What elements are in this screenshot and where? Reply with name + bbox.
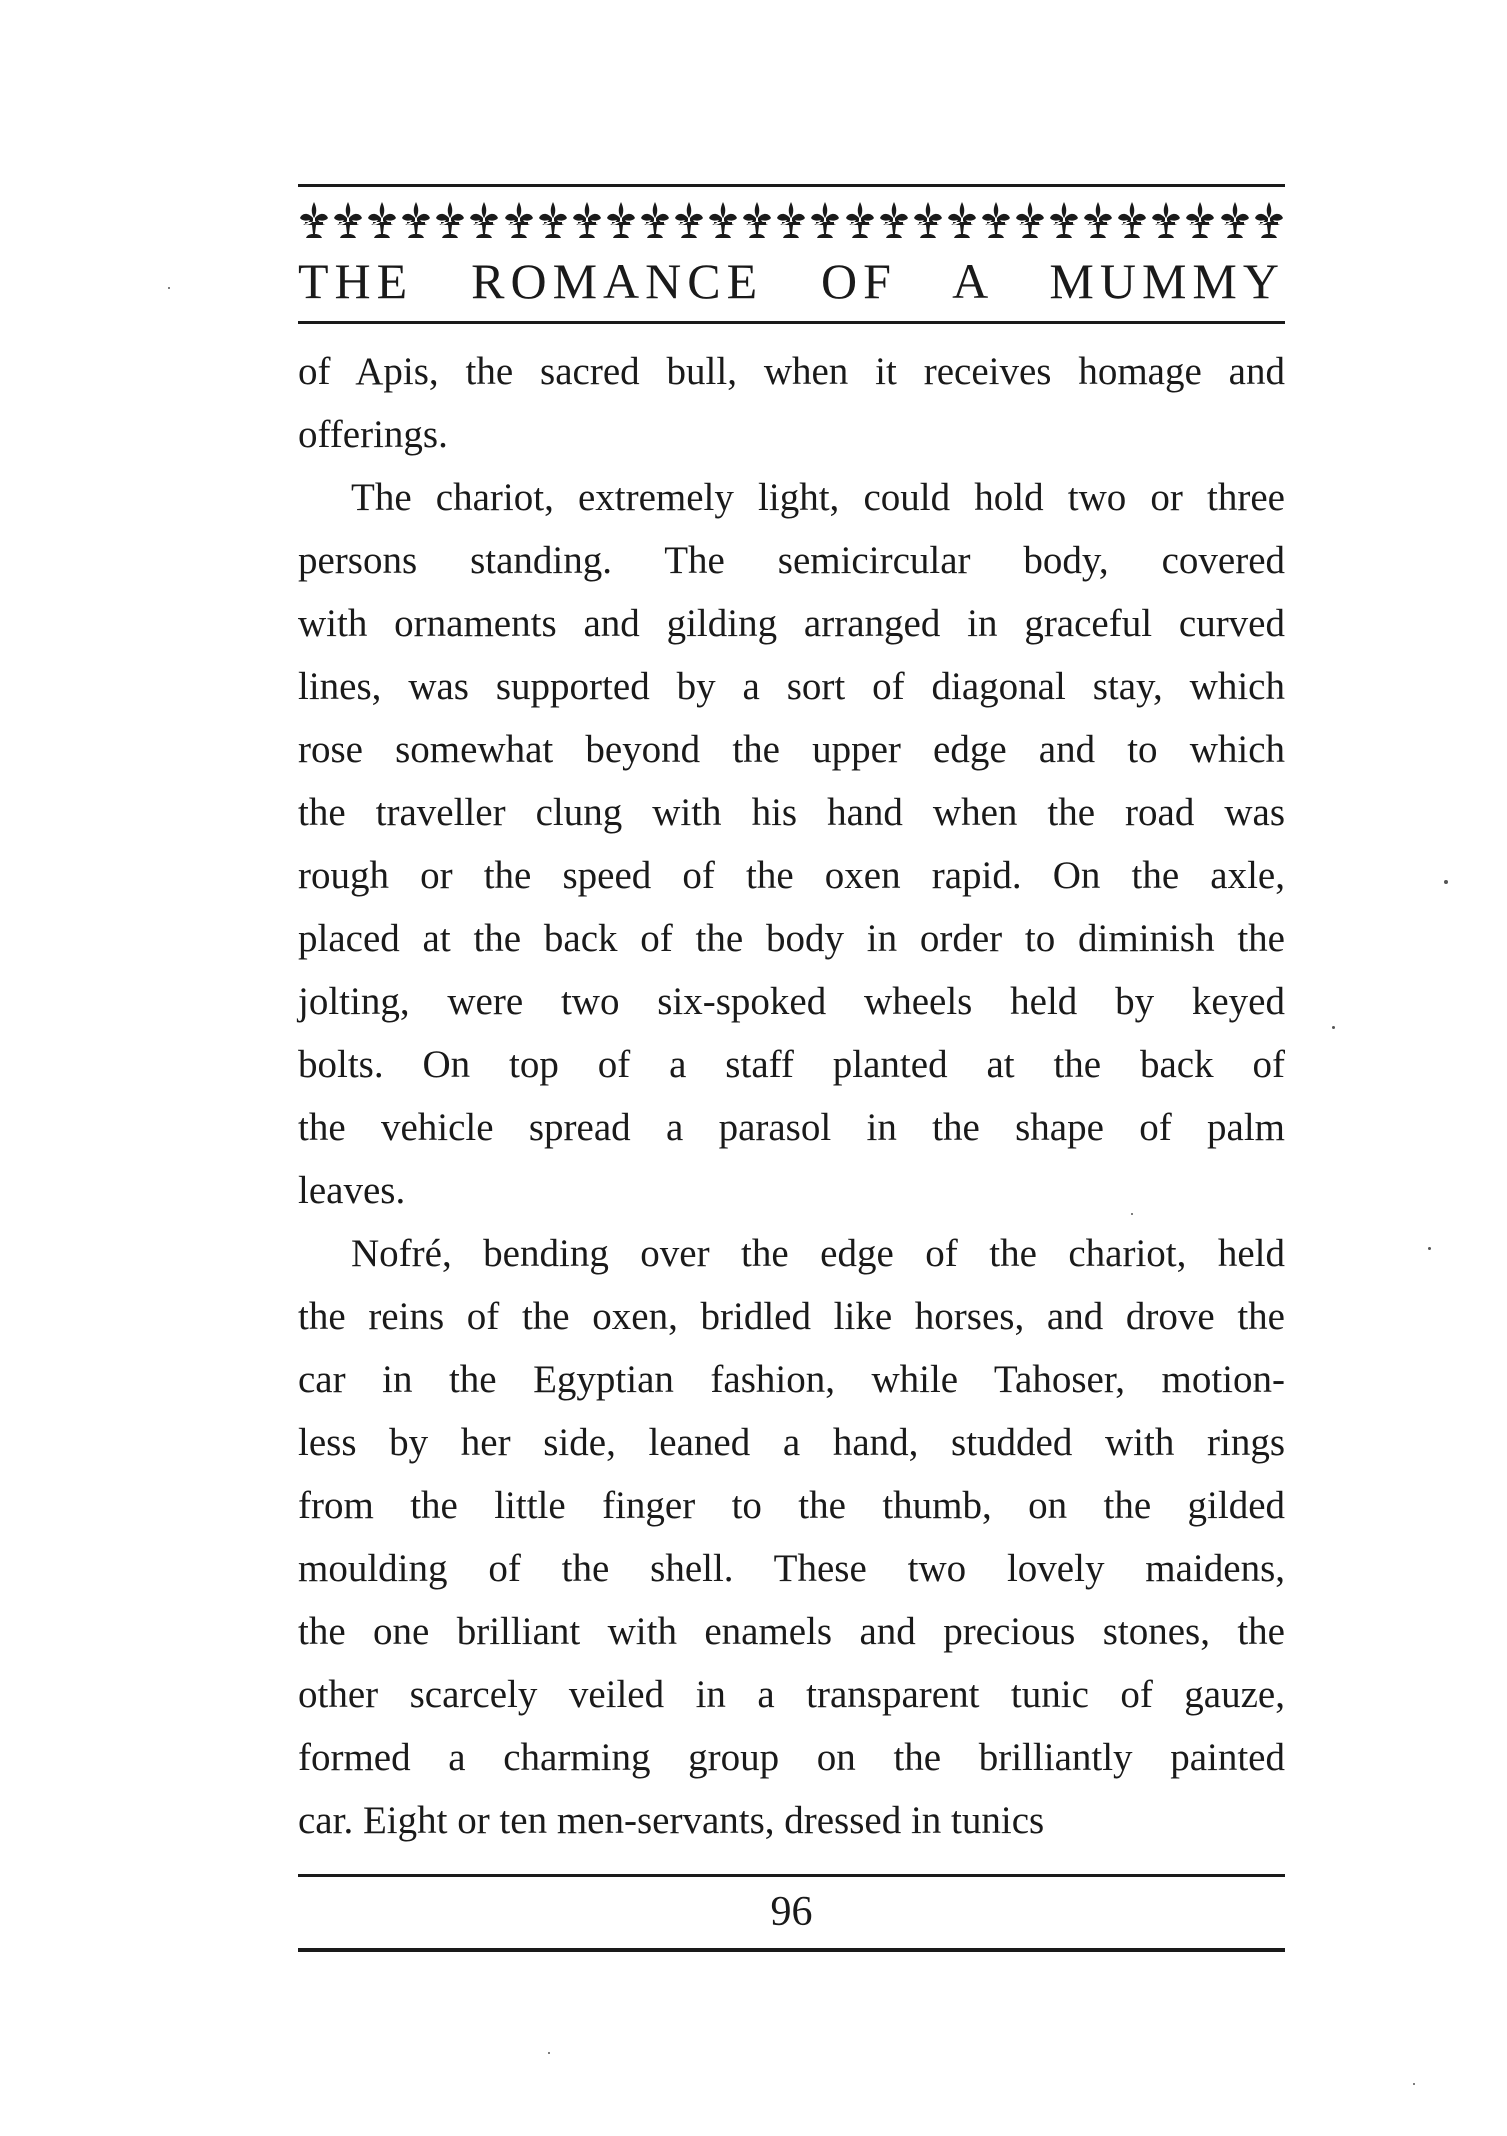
scan-speck bbox=[1444, 880, 1448, 884]
fleuron-ornament-band bbox=[298, 196, 1285, 244]
text-line: less by her side, leaned a hand, studded with rings bbox=[298, 1421, 1285, 1464]
page-number: 96 bbox=[770, 1889, 813, 1935]
fleur-de-lis-icon bbox=[468, 200, 500, 240]
text-line: rough or the speed of the oxen rapid. On the axle, bbox=[298, 854, 1285, 897]
body-text bbox=[298, 340, 1285, 1852]
scan-speck bbox=[1332, 1026, 1335, 1029]
fleur-de-lis-icon bbox=[912, 200, 944, 240]
text-line: The chariot, extremely light, could hold two or three bbox=[351, 476, 1285, 519]
scan-speck bbox=[1428, 1247, 1431, 1250]
text-line: bolts. On top of a staff planted at the back of bbox=[298, 1043, 1285, 1086]
footer-top-rule bbox=[298, 1874, 1285, 1877]
text-line: lines, was supported by a sort of diagonal stay, which bbox=[298, 665, 1285, 708]
fleur-de-lis-icon bbox=[605, 200, 637, 240]
fleur-de-lis-icon bbox=[741, 200, 773, 240]
scan-speck bbox=[168, 287, 170, 289]
fleur-de-lis-icon bbox=[366, 200, 398, 240]
text-line: Nofré, bending over the edge of the chariot, held bbox=[351, 1232, 1285, 1275]
text-line: persons standing. The semicircular body, covered bbox=[298, 539, 1285, 582]
footer-bottom-rule bbox=[298, 1948, 1285, 1952]
text-line: moulding of the shell. These two lovely maidens, bbox=[298, 1547, 1285, 1590]
fleur-de-lis-icon bbox=[332, 200, 364, 240]
title-underline-rule bbox=[298, 321, 1285, 324]
fleur-de-lis-icon bbox=[980, 200, 1012, 240]
fleur-de-lis-icon bbox=[946, 200, 978, 240]
fleur-de-lis-icon bbox=[1184, 200, 1216, 240]
fleur-de-lis-icon bbox=[1082, 200, 1114, 240]
text-line: car in the Egyptian fashion, while Tahoser, motion- bbox=[298, 1358, 1285, 1401]
fleur-de-lis-icon bbox=[809, 200, 841, 240]
text-line: the vehicle spread a parasol in the shape of palm bbox=[298, 1106, 1285, 1149]
fleur-de-lis-icon bbox=[878, 200, 910, 240]
text-line: from the little finger to the thumb, on the gilded bbox=[298, 1484, 1285, 1527]
text-line: car. Eight or ten men-servants, dressed in tunics bbox=[298, 1799, 1045, 1842]
fleur-de-lis-icon bbox=[400, 200, 432, 240]
text-line: of Apis, the sacred bull, when it receives homage and bbox=[298, 350, 1285, 393]
fleur-de-lis-icon bbox=[775, 200, 807, 240]
text-line: leaves. bbox=[298, 1169, 406, 1212]
fleur-de-lis-icon bbox=[1048, 200, 1080, 240]
fleur-de-lis-icon bbox=[298, 200, 330, 240]
fleur-de-lis-icon bbox=[673, 200, 705, 240]
text-line: other scarcely veiled in a transparent tunic of gauze, bbox=[298, 1673, 1285, 1716]
text-line: placed at the back of the body in order to diminish the bbox=[298, 917, 1285, 960]
text-line: formed a charming group on the brilliantly painted bbox=[298, 1736, 1285, 1779]
fleur-de-lis-icon bbox=[571, 200, 603, 240]
fleur-de-lis-icon bbox=[1219, 200, 1251, 240]
fleur-de-lis-icon bbox=[639, 200, 671, 240]
scan-speck bbox=[1131, 1213, 1133, 1215]
text-line: the reins of the oxen, bridled like horses, and drove the bbox=[298, 1295, 1285, 1338]
text-line: the one brilliant with enamels and precious stones, the bbox=[298, 1610, 1285, 1653]
text-line: jolting, were two six-spoked wheels held by keyed bbox=[298, 980, 1285, 1023]
fleur-de-lis-icon bbox=[503, 200, 535, 240]
text-line: offerings. bbox=[298, 413, 448, 456]
fleur-de-lis-icon bbox=[1116, 200, 1148, 240]
text-line: with ornaments and gilding arranged in graceful curved bbox=[298, 602, 1285, 645]
fleur-de-lis-icon bbox=[844, 200, 876, 240]
fleur-de-lis-icon bbox=[434, 200, 466, 240]
fleur-de-lis-icon bbox=[1150, 200, 1182, 240]
scan-speck bbox=[1413, 2083, 1415, 2085]
fleur-de-lis-icon bbox=[1253, 200, 1285, 240]
fleur-de-lis-icon bbox=[537, 200, 569, 240]
fleur-de-lis-icon bbox=[1014, 200, 1046, 240]
text-line: rose somewhat beyond the upper edge and to which bbox=[298, 728, 1285, 771]
scan-speck bbox=[548, 2052, 550, 2054]
top-rule bbox=[298, 184, 1285, 187]
running-head: THE ROMANCE OF A MUMMY bbox=[298, 253, 1285, 309]
fleur-de-lis-icon bbox=[707, 200, 739, 240]
text-line: the traveller clung with his hand when the road was bbox=[298, 791, 1285, 834]
